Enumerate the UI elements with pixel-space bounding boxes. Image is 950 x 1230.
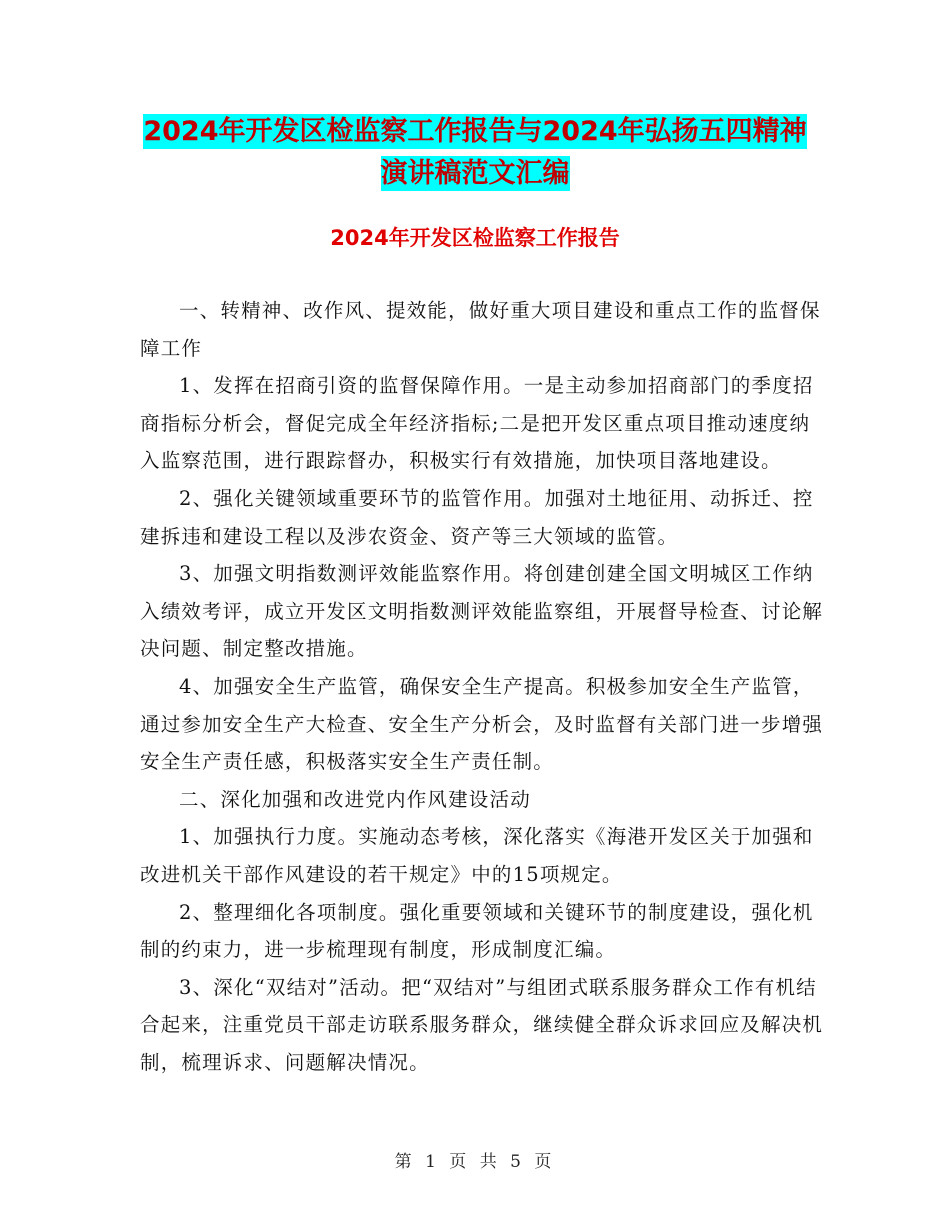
paragraph: 3、加强文明指数测评效能监察作用。将创建创建全国文明城区工作纳入绩效考评，成立开发区文明指数测评效能监察组，开展督导检查、讨论解决问题、制定整改措施。 — [140, 562, 824, 661]
title-highlight: 演讲稿范文汇编 — [380, 158, 570, 189]
title-highlight: 2024年开发区检监察工作报告与2024年弘扬五四精神 — [143, 116, 807, 147]
document-title-line-1 — [0, 110, 950, 154]
document-body — [140, 292, 830, 1081]
page-number-footer: 第 1 页 共 5 页 — [394, 1152, 556, 1172]
paragraph: 2、整理细化各项制度。强化重要领域和关键环节的制度建设，强化机制的约束力，进一步梳理现有制度，形成制度汇编。 — [140, 900, 814, 962]
paragraph: 1、加强执行力度。实施动态考核，深化落实《海港开发区关于加强和改进机关干部作风建设的若干规定》中的15项规定。 — [140, 825, 814, 886]
paragraph: 3、深化“双结对”活动。把“双结对”与组团式联系服务群众工作有机结合起来，注重党员干部走访联系服务群众，继续健全群众诉求回应及解决机制，梳理诉求、问题解决情况。 — [140, 975, 824, 1074]
paragraph: 4、加强安全生产监管，确保安全生产提高。积极参加安全生产监管，通过参加安全生产大检查、安全生产分析会，及时监督有关部门进一步增强安全生产责任感，积极落实安全生产责任制。 — [140, 674, 824, 774]
document-title-line-2 — [0, 152, 950, 196]
paragraph: 1、发挥在招商引资的监督保障作用。一是主动参加招商部门的季度招商指标分析会，督促完成全年经济指标;二是把开发区重点项目推动速度纳入监察范围，进行跟踪督办，积极实行有效措施，加快项目落地建设。 — [140, 374, 814, 473]
paragraph: 2、强化关键领域重要环节的监管作用。加强对土地征用、动拆迁、控建拆违和建设工程以及涉农资金、资产等三大领域的监管。 — [140, 486, 814, 548]
paragraph: 二、深化加强和改进党内作风建设活动 — [179, 787, 531, 811]
paragraph: 一、转精神、改作风、提效能，做好重大项目建设和重点工作的监督保障工作 — [140, 299, 821, 360]
section-title: 2024年开发区检监察工作报告 — [330, 226, 620, 250]
